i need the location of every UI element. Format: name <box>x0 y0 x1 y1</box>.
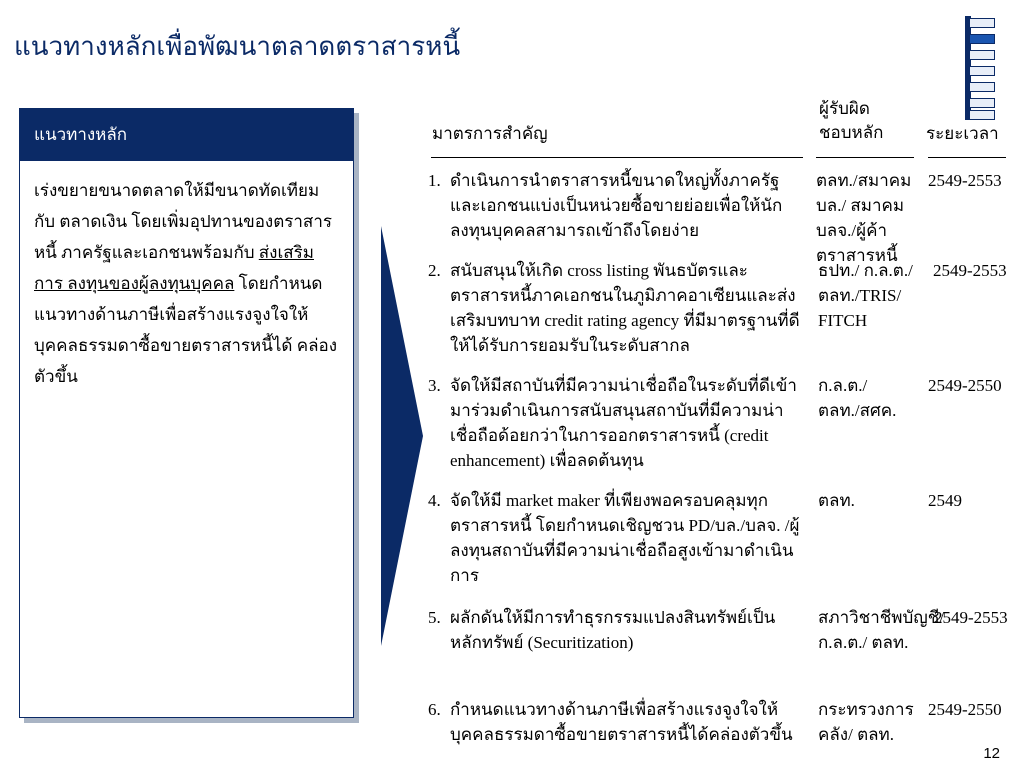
decorative-bars-icon <box>965 16 997 120</box>
row-number: 1. <box>428 171 441 190</box>
row-measure: ผลักดันให้มีการทำธุรกรรมแปลงสินทรัพย์เป็นหลักทรัพย์ (Securitization) <box>450 608 776 652</box>
row-period: 2549 <box>928 491 962 510</box>
row-period: 2549-2553 <box>928 171 1002 190</box>
row-measure: จัดให้มีสถาบันที่มีความน่าเชื่อถือในระดับที่ดีเข้ามาร่วมดำเนินการสนับสนุนสถาบันที่มีความน่าเชื่อถือด้อยกว่าในการออกตราสารหนี้ (credit enhancement) เพื่อลดต้นทุน <box>450 376 797 470</box>
row-responsible: สภาวิชาชีพบัญชี/ก.ล.ต./ ตลท. <box>818 608 945 652</box>
row-responsible: ธปท./ ก.ล.ต./ ตลท./TRIS/ FITCH <box>818 261 913 330</box>
row-number: 5. <box>428 608 441 627</box>
header-rule-period <box>928 157 1006 158</box>
row-measure: จัดให้มี market maker ที่เพียงพอครอบคลุมทุกตราสารหนี้ โดยกำหนดเชิญชวน PD/บล./บลจ. /ผู้ลงทุนสถาบันที่มีความน่าเชื่อถือสูงเข้ามาดำเนินการ <box>450 491 800 585</box>
panel-header: แนวทางหลัก <box>20 109 353 161</box>
row-number: 4. <box>428 491 441 510</box>
page-number: 12 <box>983 745 1000 762</box>
header-rule-measure <box>431 157 803 158</box>
row-number: 6. <box>428 700 441 719</box>
header-responsible: ผู้รับผิดชอบหลัก <box>819 99 884 142</box>
panel-underlined-text: ส่งเสริมการ ลงทุนของผู้ลงทุนบุคคล <box>34 243 314 293</box>
row-period: 2549-2553 <box>934 608 1008 627</box>
row-measure: สนับสนุนให้เกิด cross listing พันธบัตรและตราสารหนี้ภาคเอกชนในภูมิภาคอาเซียนและส่งเสริมบทบาท credit rating agency ที่มีมาตรฐานที่ดีให้ได้รับการยอมรับในระดับสากล <box>450 261 800 355</box>
row-responsible: ก.ล.ต./ ตลท./สศค. <box>818 376 897 420</box>
row-measure: กำหนดแนวทางด้านภาษีเพื่อสร้างแรงจูงใจให้บุคคลธรรมดาซื้อขายตราสารหนี้ได้คล่องตัวขึ้น <box>450 700 793 744</box>
page-title: แนวทางหลักเพื่อพัฒนาตลาดตราสารหนี้ <box>14 32 461 61</box>
panel-body <box>20 161 353 392</box>
main-approach-panel <box>19 108 354 718</box>
header-measure: มาตรการสำคัญ <box>432 124 548 143</box>
row-responsible: ตลท./สมาคม บล./ สมาคม บลจ./ผู้ค้าตราสารหนี้ <box>816 171 912 265</box>
row-period: 2549-2550 <box>928 376 1002 395</box>
panel-text: เร่งขยายขนาดตลาดให้มีขนาดทัดเทียมกับ ตลาดเงิน โดยเพิ่มอุปทานของตราสารหนี้ ภาครัฐและเอกชนพร้อมกับ <box>34 181 332 262</box>
row-period: 2549-2550 <box>928 700 1002 719</box>
row-measure: ดำเนินการนำตราสารหนี้ขนาดใหญ่ทั้งภาครัฐและเอกชนแบ่งเป็นหน่วยซื้อขายย่อยเพื่อให้นักลงทุนบุคคลสามารถเข้าถึงโดยง่าย <box>450 171 783 240</box>
header-period: ระยะเวลา <box>926 124 999 143</box>
row-responsible: กระทรวงการคลัง/ ตลท. <box>818 700 914 744</box>
row-responsible: ตลท. <box>818 491 855 510</box>
header-rule-responsible <box>816 157 914 158</box>
row-number: 2. <box>428 261 441 280</box>
row-period: 2549-2553 <box>933 261 1007 280</box>
panel-text-end: โดยกำหนด แนวทางด้านภาษีเพื่อสร้างแรงจูงใจให้ บุคคลธรรมดาซื้อขายตราสารหนี้ได้ คล่องตัวขึ้น <box>34 274 337 386</box>
row-number: 3. <box>428 376 441 395</box>
chevron-right-icon <box>381 226 423 646</box>
